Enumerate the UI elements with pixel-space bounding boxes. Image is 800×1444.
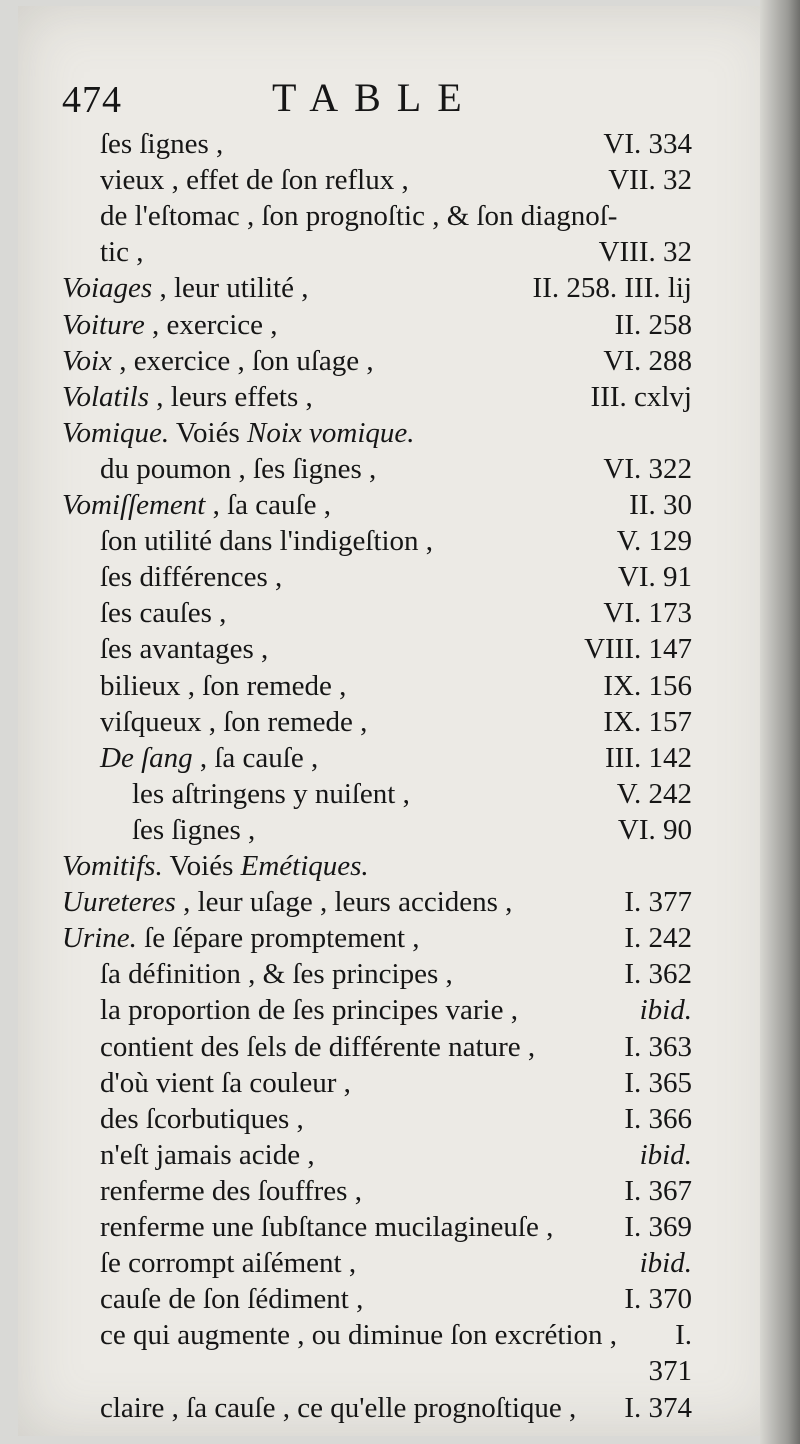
entry-text: [100, 706, 367, 739]
entry-text: [132, 814, 255, 847]
entry-page-ref: VI. 173: [603, 597, 692, 630]
entry-page-ref: I. 363: [624, 1030, 692, 1063]
entry-text: [62, 417, 415, 450]
entry-text: [100, 1283, 363, 1316]
entry-text-segment: , exercice , ſon uſage ,: [111, 344, 374, 377]
entry-text: [100, 633, 268, 666]
entry-text-segment: , exercice ,: [144, 308, 278, 341]
index-entry: [0, 1247, 800, 1281]
entry-text: [100, 561, 282, 594]
index-entry: [0, 128, 800, 162]
running-title: TABLE: [272, 75, 478, 120]
page-number: 474: [62, 79, 122, 121]
entry-text: [62, 886, 512, 919]
entry-text-segment: , leur uſage , leurs accidens ,: [175, 886, 513, 919]
entry-text: [100, 525, 433, 558]
index-entry: [0, 958, 800, 992]
entry-text: [100, 164, 409, 197]
entry-text: [100, 1211, 553, 1244]
entry-text-segment: ſes ſignes ,: [100, 128, 224, 160]
entry-text: [132, 778, 410, 811]
entry-page-ref: I. 369: [624, 1211, 692, 1243]
entry-page-ref: VI. 322: [603, 452, 692, 485]
entry-text-segment: , ſa cauſe ,: [205, 489, 331, 521]
entry-headword: Volatils: [62, 380, 150, 413]
entry-text: [100, 958, 453, 991]
index-entry: [0, 345, 800, 379]
entry-text-segment: ſes cauſes ,: [100, 597, 227, 630]
index-entry: [0, 381, 800, 415]
index-entry: [0, 200, 800, 234]
entry-page-ref: 371: [648, 1355, 692, 1388]
entry-text-segment: , leurs effets ,: [149, 380, 313, 413]
entry-headword: Voiages: [62, 272, 153, 305]
index-entry: [0, 272, 800, 306]
entry-text-segment: bilieux , ſon remede ,: [100, 669, 347, 702]
entry-headword: Emétiques.: [240, 850, 369, 882]
entry-text: [100, 994, 518, 1027]
entry-text-segment: Voiés: [162, 850, 241, 882]
entry-text: [100, 236, 144, 269]
entry-text-segment: viſqueux , ſon remede ,: [100, 705, 368, 738]
entry-page-ref: ibid.: [639, 1247, 692, 1280]
entry-text: [100, 1247, 356, 1280]
index-entry: [0, 1067, 800, 1101]
entry-text-segment: les aſtringens y nuiſent ,: [132, 777, 410, 810]
entry-headword: Uureteres: [62, 886, 176, 919]
entry-text: [62, 272, 308, 305]
entry-text: [100, 1319, 617, 1352]
entry-page-ref: I. 370: [624, 1283, 692, 1316]
entry-text: [100, 1031, 535, 1064]
entry-text-segment: des ſcorbutiques ,: [100, 1102, 304, 1135]
entry-text: [62, 850, 369, 883]
entry-headword: Voiture: [62, 308, 145, 341]
index-entry: [0, 236, 800, 270]
entry-text: [100, 1139, 315, 1172]
entry-page-ref: VI. 90: [617, 813, 692, 846]
entry-page-ref: I. 377: [624, 886, 692, 919]
entry-text-segment: ſe ſépare promptement ,: [136, 922, 420, 955]
entry-text: [62, 922, 420, 955]
entry-text-segment: ſes avantages ,: [100, 633, 269, 666]
entry-page-ref: III. 142: [605, 741, 692, 774]
entry-text: [100, 1175, 362, 1208]
index-entry: [0, 417, 800, 451]
entry-text: [62, 309, 278, 342]
entry-page-ref: III. cxlvj: [590, 380, 692, 413]
index-entry: [0, 489, 800, 523]
index-entry: [0, 706, 800, 740]
entry-text-segment: contient des ſels de différente nature ,: [100, 1030, 536, 1063]
entry-text-segment: Voiés: [169, 416, 248, 449]
entry-headword: Vomitifs.: [62, 850, 163, 882]
index-entry: [0, 633, 800, 667]
entry-text-segment: claire , ſa cauſe , ce qu'elle prognoſtique ,: [100, 1391, 577, 1424]
entry-text: [100, 128, 223, 161]
index-entry: [0, 886, 800, 920]
entry-text: [100, 597, 226, 630]
entry-page-ref: II. 258: [614, 308, 692, 341]
entry-text-segment: , ſa cauſe ,: [192, 741, 319, 774]
index-entry: [0, 1031, 800, 1065]
index-entry: [0, 1139, 800, 1173]
index-entry: [0, 561, 800, 595]
entry-page-ref: IX. 156: [603, 669, 692, 702]
entry-headword: Vomique.: [62, 416, 170, 449]
entry-page-ref: VIII. 147: [584, 633, 692, 666]
index-entry: [0, 778, 800, 812]
entry-text-segment: d'où vient ſa couleur ,: [100, 1066, 351, 1099]
entry-text-segment: ſon utilité dans l'indigeſtion ,: [100, 525, 434, 558]
index-entry: [0, 1103, 800, 1137]
entry-text-segment: ſa définition , & ſes principes ,: [100, 958, 453, 991]
entry-page-ref: II. 258. III. lij: [532, 272, 692, 305]
entry-text: [100, 200, 617, 233]
entry-text: [100, 1392, 576, 1425]
index-entry: [0, 1283, 800, 1317]
entry-text-segment: tic ,: [100, 236, 144, 269]
index-entry: [0, 850, 800, 884]
index-entry: [0, 1175, 800, 1209]
entry-text: [100, 1067, 351, 1100]
index-entry: [0, 814, 800, 848]
index-entry: [0, 742, 800, 776]
entry-page-ref: I. 242: [624, 922, 692, 955]
entry-page-ref: I. 366: [624, 1102, 692, 1135]
entry-page-ref: I. 367: [624, 1174, 692, 1207]
index-entry: [0, 1392, 800, 1426]
entry-headword: Noix vomique.: [247, 416, 415, 449]
index-entry: [0, 453, 800, 487]
entry-page-ref: VIII. 32: [598, 236, 692, 269]
entry-text-segment: renferme des ſouffres ,: [100, 1174, 362, 1207]
entry-headword: Vomiſſement: [62, 489, 206, 521]
index-entry: [0, 164, 800, 198]
index-entry: [0, 525, 800, 559]
entry-text-segment: ſes différences ,: [100, 561, 283, 594]
index-entry: [0, 309, 800, 343]
entry-page-ref: ibid.: [639, 994, 692, 1027]
entry-page-ref: V. 129: [616, 525, 692, 558]
entry-page-ref: I. 365: [624, 1066, 692, 1099]
entry-text-segment: ce qui augmente , ou diminue ſon excrétion ,: [100, 1319, 618, 1352]
entry-text: [100, 742, 318, 775]
entry-page-ref: ibid.: [639, 1138, 692, 1171]
index-entry: [0, 1319, 800, 1353]
entry-text: [62, 489, 331, 522]
entry-text-segment: cauſe de ſon ſédiment ,: [100, 1283, 364, 1316]
entry-headword: De ſang: [100, 741, 193, 774]
index-entry: [0, 670, 800, 704]
index-entry: [0, 994, 800, 1028]
entry-text-segment: de l'eſtomac , ſon prognoſtic , & ſon diagnoſ-: [100, 200, 618, 233]
entry-text-segment: ſe corrompt aiſément ,: [100, 1247, 357, 1280]
entry-text-segment: du poumon , ſes ſignes ,: [100, 452, 377, 485]
entry-text: [62, 381, 313, 414]
entry-page-ref: VI. 288: [603, 344, 692, 377]
entry-text: [100, 670, 346, 703]
entry-page-ref: II. 30: [629, 489, 692, 521]
entry-text-segment: renferme une ſubſtance mucilagineuſe ,: [100, 1211, 554, 1243]
index-entry: [0, 597, 800, 631]
entry-text-segment: , leur utilité ,: [152, 272, 309, 305]
entry-page-ref: VI. 334: [603, 128, 692, 160]
entry-text: [62, 345, 374, 378]
entry-page-ref: VI. 91: [617, 561, 692, 594]
entry-text-segment: n'eſt jamais acide ,: [100, 1138, 315, 1171]
entry-page-ref: VII. 32: [608, 164, 692, 197]
entry-text: [100, 453, 376, 486]
entry-text-segment: vieux , effet de ſon reflux ,: [100, 164, 409, 197]
entry-headword: Voix: [62, 344, 112, 377]
entry-page-ref: I. 362: [624, 958, 692, 991]
entry-page-ref: IX. 157: [603, 705, 692, 738]
entry-page-ref: I.: [675, 1319, 692, 1352]
entry-page-ref: I. 374: [624, 1391, 692, 1424]
index-entry: [0, 922, 800, 956]
index-entry: [0, 1211, 800, 1245]
entry-text: [100, 1103, 304, 1136]
entry-headword: Urine.: [62, 922, 137, 955]
index-entry: [0, 1355, 800, 1389]
entry-text-segment: ſes ſignes ,: [132, 813, 256, 846]
entry-text-segment: la proportion de ſes principes varie ,: [100, 994, 518, 1027]
entry-page-ref: V. 242: [616, 777, 692, 810]
